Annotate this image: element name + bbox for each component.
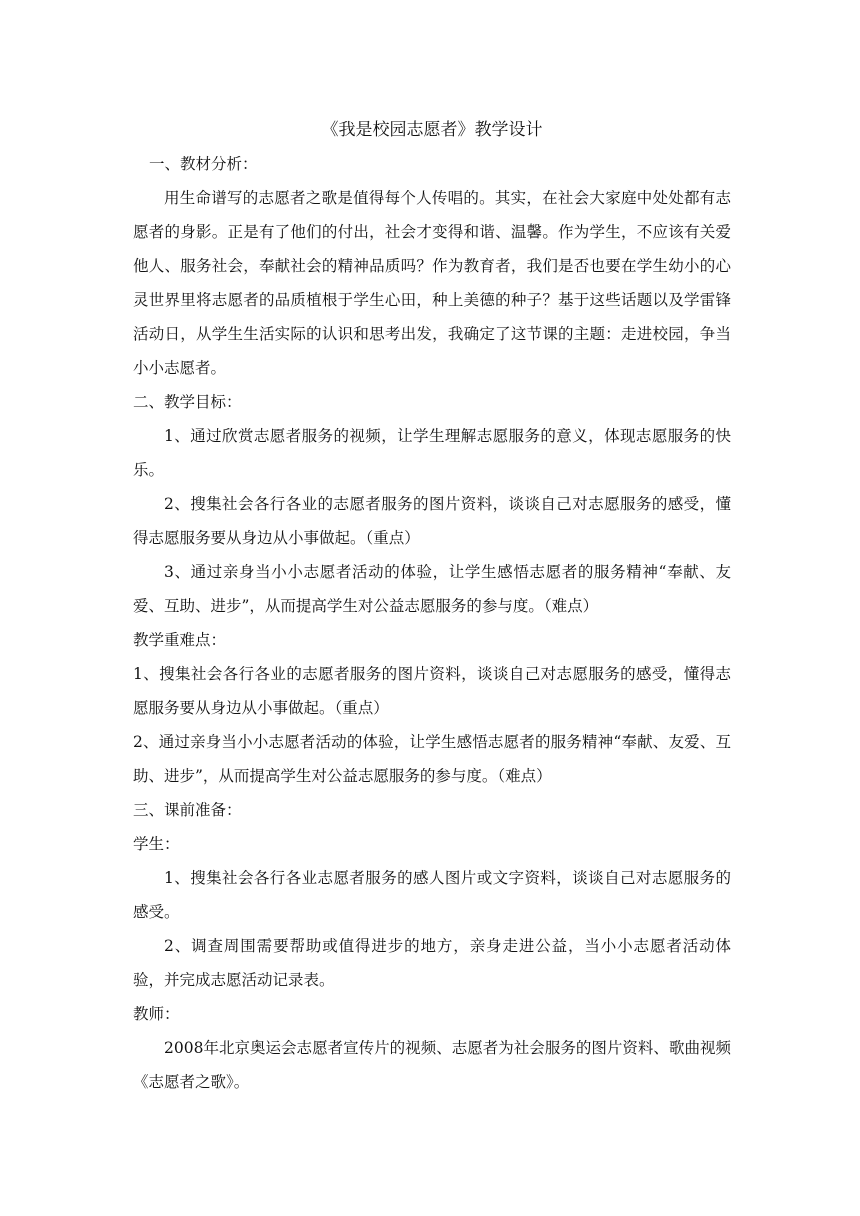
teaching-goal-item-1: 1、通过欣赏志愿者服务的视频，让学生理解志愿服务的意义，体现志愿服务的快乐。 (133, 427, 731, 479)
teacher-label: 教师： (133, 1005, 180, 1023)
section-heading-material-analysis: 一、教材分析： (149, 155, 258, 173)
material-analysis-paragraph: 用生命谱写的志愿者之歌是值得每个人传唱的。其实，在社会大家庭中处处都有志愿者的身影。正是有了他们的付出，社会才变得和谐、温馨。作为学生，不应该有关爱他人、服务社会，奉献社会的精神品质吗？作为教育者，我们是否也要在学生幼小的心灵世界里将志愿者的品质植根于学生心田，种上美德的种子？基于这些话题以及学雷锋活动日，从学生生活实际的认识和思考出发，我确定了这节课的主题：走进校园，争当小小志愿者。 (133, 189, 731, 377)
teaching-goal-item-3: 3、通过亲身当小小志愿者活动的体验，让学生感悟志愿者的服务精神“奉献、友爱、互助、进步”，从而提高学生对公益志愿服务的参与度。（难点） (133, 563, 731, 615)
key-point-item-1: 1、搜集社会各行各业的志愿者服务的图片资料，谈谈自己对志愿服务的感受，懂得志愿服务要从身边从小事做起。（重点） (133, 665, 731, 717)
section-heading-preparation: 三、课前准备： (133, 801, 242, 819)
student-prep-item-2: 2、调查周围需要帮助或值得进步的地方，亲身走进公益，当小小志愿者活动体验，并完成志愿活动记录表。 (133, 937, 731, 989)
teacher-prep-item: 2008年北京奥运会志愿者宣传片的视频、志愿者为社会服务的图片资料、歌曲视频《志愿者之歌》。 (133, 1039, 731, 1091)
document-body (133, 113, 731, 1099)
student-label: 学生： (133, 835, 180, 853)
section-heading-teaching-goals: 二、教学目标： (133, 393, 242, 411)
student-prep-item-1: 1、搜集社会各行各业志愿者服务的感人图片或文字资料，谈谈自己对志愿服务的感受。 (133, 869, 731, 921)
page-title: 《我是校园志愿者》教学设计 (321, 120, 543, 140)
teaching-goal-item-2: 2、搜集社会各行各业的志愿者服务的图片资料，谈谈自己对志愿服务的感受，懂得志愿服务要从身边从小事做起。（重点） (133, 495, 731, 547)
key-point-item-2: 2、通过亲身当小小志愿者活动的体验，让学生感悟志愿者的服务精神“奉献、友爱、互助、进步”，从而提高学生对公益志愿服务的参与度。（难点） (133, 733, 731, 785)
section-heading-key-points: 教学重难点： (133, 631, 227, 649)
